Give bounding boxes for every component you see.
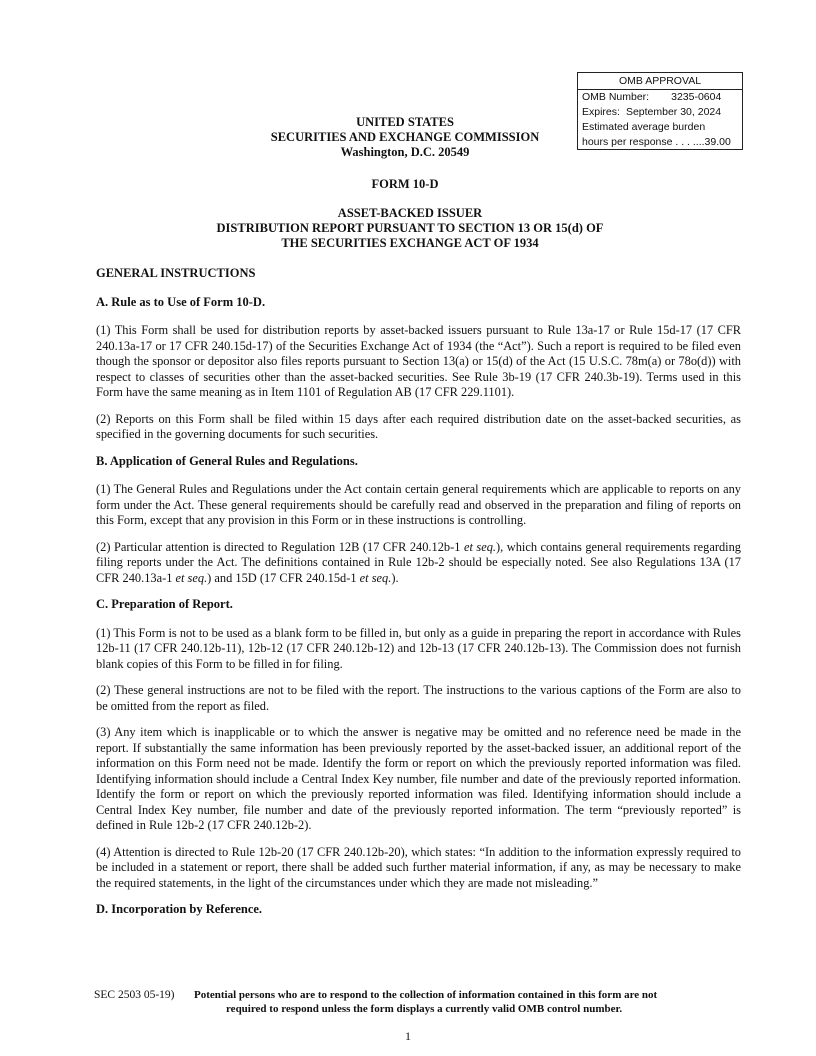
section-b-heading: B. Application of General Rules and Regulations. <box>96 453 358 468</box>
omb-notice-line-1: Potential persons who are to respond to the collection of information contained in this form are not <box>194 989 658 1001</box>
omb-expires-row <box>578 105 742 120</box>
agency-line-3: Washington, D.C. 20549 <box>340 145 470 159</box>
omb-approval-box <box>577 72 743 150</box>
et-seq-italic: et seq. <box>359 570 392 585</box>
text-run: ), which contains general requirements regarding filing reports under the Act. The definitions contained in Rule 12b-2 should be especially noted. See also Regulations 13A (17 CFR 240.13a-1 <box>96 539 741 585</box>
text-run: ). <box>391 570 399 585</box>
section-a-heading: A. Rule as to Use of Form 10-D. <box>96 294 266 309</box>
omb-notice-line-2: required to respond unless the form displays a currently valid OMB control number. <box>226 1003 623 1015</box>
agency-line-1: UNITED STATES <box>356 115 454 129</box>
instructions-body <box>96 266 741 931</box>
et-seq-italic: et seq. <box>463 539 497 554</box>
section-b-paragraph-2 <box>96 540 741 587</box>
section-d-heading: D. Incorporation by Reference. <box>96 902 263 916</box>
form-title-line-3: THE SECURITIES EXCHANGE ACT OF 1934 <box>281 236 539 250</box>
text-run: (2) Particular attention is directed to Regulation 12B (17 CFR 240.12b-1 <box>96 539 464 554</box>
section-a-paragraph-1: (1) This Form shall be used for distribution reports by asset-backed issuers pursuant to Rule 13a-17 or Rule 15d-17 (17 CFR 240.13a-17 or 17 CFR 240.15d-17) of the Securities Exchange Act of 1934 (the “Act”). Such a report is required to be filed even though the sponsor or depositor also files reports pursuant to Section 13(a) or 15(d) of the Act (15 U.S.C. 78m(a) or 78o(d)) with respect to classes of securities other than the asset-backed securities. See Rule 3b-19 (17 CFR 240.3b-19). Terms used in this Form have the same meaning as in Item 1101 of Regulation AB (17 CFR 229.1101). <box>96 323 741 399</box>
omb-number-value: 3235-0604 <box>671 91 722 103</box>
form-title-line-2: DISTRIBUTION REPORT PURSUANT TO SECTION 13 OR 15(d) OF <box>216 221 604 235</box>
omb-number-label: OMB Number: <box>582 91 650 103</box>
form-number: FORM 10-D <box>371 177 439 191</box>
section-b-paragraph-1: (1) The General Rules and Regulations under the Act contain certain general requirements which are applicable to reports on any form under the Act. These general requirements should be carefully read and observed in the preparation and filing of reports on this Form, except that any provision in this Form or in these instructions is controlling. <box>96 482 741 527</box>
text-run: ) and 15D (17 CFR 240.15d-1 <box>207 570 360 585</box>
omb-burden-line1: Estimated average burden <box>582 121 706 133</box>
section-c-paragraph-4: (4) Attention is directed to Rule 12b-20 (17 CFR 240.12b-20), which states: “In addition to the information expressly required to be included in a statement or report, there shall be added such further material information, if any, as may be necessary to make the required statements, in the light of the circumstances under which they are made not misleading.” <box>96 844 741 890</box>
agency-line-2: SECURITIES AND EXCHANGE COMMISSION <box>270 130 540 144</box>
general-instructions-heading: GENERAL INSTRUCTIONS <box>96 266 256 280</box>
agency-header <box>210 115 600 160</box>
section-c-paragraph-3: (3) Any item which is inapplicable or to which the answer is negative may be omitted and no reference need be made in the report. If substantially the same information has been previously reported by the asset-backed issuer, an additional report of the information on this Form need not be made. Identify the form or report on which the previously reported information was filed. Identifying information should include a Central Index Key number, file number and date of the previously reported information. Identify the form or report on which the previously reported information was filed. Identifying information should include a Central Index Key number, file number and date of the previously reported information. The term “previously reported” is defined in Rule 12b-2 (17 CFR 240.12b-2). <box>96 725 741 832</box>
form-code: SEC 2503 05-19) <box>94 989 175 1001</box>
page-number: 1 <box>405 1029 411 1043</box>
form-title-line-1: ASSET-BACKED ISSUER <box>337 206 483 220</box>
et-seq-italic: et seq. <box>175 570 208 585</box>
omb-number-row <box>578 90 742 105</box>
omb-notice <box>194 988 714 1016</box>
omb-expires-value: September 30, 2024 <box>625 106 722 118</box>
omb-burden-line2: hours per response . . . ....39.00 <box>582 136 731 148</box>
section-c-paragraph-2: (2) These general instructions are not to be filed with the report. The instructions to the various captions of the Form are also to be omitted from the report as filed. <box>96 683 741 713</box>
form-title <box>150 206 670 251</box>
section-a-paragraph-2: (2) Reports on this Form shall be filed within 15 days after each required distribution date on the asset-backed securities, as specified in the governing documents for such securities. <box>96 411 741 441</box>
section-c-paragraph-1: (1) This Form is not to be used as a blank form to be filled in, but only as a guide in preparing the report in accordance with Rules 12b-11 (17 CFR 240.12b-11), 12b-12 (17 CFR 240.12b-12) and 12b-13 (17 CFR 240.12b-13). The Commission does not furnish blank copies of this Form to be filled in for filing. <box>96 625 741 671</box>
section-c-heading: C. Preparation of Report. <box>96 597 233 611</box>
omb-title: OMB APPROVAL <box>578 73 742 90</box>
omb-expires-label: Expires: <box>582 106 620 118</box>
